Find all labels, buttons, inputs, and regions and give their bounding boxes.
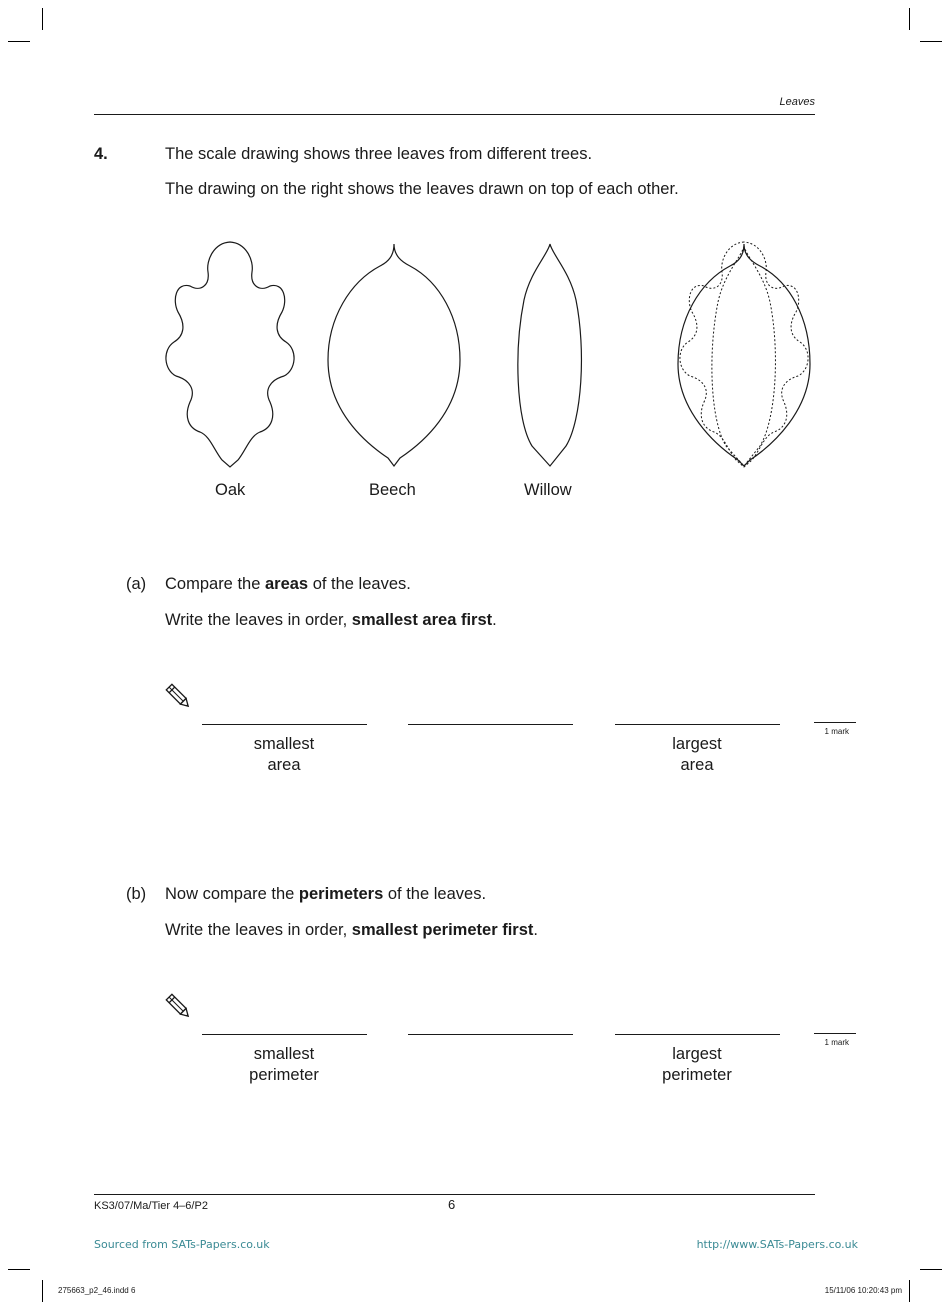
page-number: 6 bbox=[448, 1197, 456, 1212]
willow-label: Willow bbox=[524, 481, 572, 499]
section-title: Leaves bbox=[779, 96, 815, 108]
oak-leaf bbox=[166, 242, 294, 467]
mark-b: 1 mark bbox=[824, 1038, 849, 1047]
question-number: 4. bbox=[94, 145, 108, 163]
part-b-line-2: Write the leaves in order, smallest perimeter first. bbox=[165, 921, 538, 939]
oak-label: Oak bbox=[215, 481, 246, 499]
source-right-link[interactable]: http://www.SATs-Papers.co.uk bbox=[696, 1238, 858, 1251]
part-b-letter: (b) bbox=[126, 885, 147, 903]
willow-leaf bbox=[518, 244, 582, 466]
overlay-willow-leaf bbox=[712, 246, 776, 466]
crop-mark bbox=[42, 1280, 43, 1302]
leaves-figure bbox=[0, 0, 950, 520]
answer-line-middle-area[interactable] bbox=[408, 724, 573, 725]
overlay-beech-leaf bbox=[678, 244, 810, 466]
answer-line-largest-perimeter[interactable] bbox=[615, 1034, 780, 1035]
pencil-icon bbox=[165, 991, 193, 1023]
answer-line-smallest-perimeter[interactable] bbox=[202, 1034, 367, 1035]
footer-rule bbox=[94, 1194, 815, 1195]
crop-mark bbox=[8, 1269, 30, 1270]
part-a-letter: (a) bbox=[126, 575, 147, 593]
print-timestamp: 15/11/06 10:20:43 pm bbox=[824, 1286, 902, 1295]
part-b-line-1: Now compare the perimeters of the leaves. bbox=[165, 885, 487, 903]
question-line-1: The scale drawing shows three leaves from different trees. bbox=[165, 145, 593, 163]
mark-box-a bbox=[814, 722, 856, 735]
part-a-line-1: Compare the areas of the leaves. bbox=[165, 575, 411, 593]
crop-mark bbox=[920, 1269, 942, 1270]
paper-code: KS3/07/Ma/Tier 4–6/P2 bbox=[94, 1200, 208, 1212]
beech-leaf bbox=[328, 244, 460, 466]
largest-perimeter-label: largest perimeter bbox=[662, 1045, 732, 1084]
mark-box-b bbox=[814, 1033, 856, 1046]
file-name: 275663_p2_46.indd 6 bbox=[58, 1286, 136, 1295]
crop-mark bbox=[909, 1280, 910, 1302]
beech-label: Beech bbox=[369, 481, 416, 499]
question-line-2: The drawing on the right shows the leaves drawn on top of each other. bbox=[165, 180, 679, 198]
part-a-line-2: Write the leaves in order, smallest area first. bbox=[165, 611, 497, 629]
source-left: Sourced from SATs-Papers.co.uk bbox=[94, 1238, 270, 1251]
largest-area-label: largest area bbox=[672, 735, 722, 774]
overlay-oak-leaf bbox=[680, 242, 808, 467]
pencil-icon bbox=[165, 681, 193, 713]
answer-line-largest-area[interactable] bbox=[615, 724, 780, 725]
mark-a: 1 mark bbox=[824, 727, 849, 736]
smallest-area-label: smallest area bbox=[253, 735, 315, 774]
answer-line-middle-perimeter[interactable] bbox=[408, 1034, 573, 1035]
answer-line-smallest-area[interactable] bbox=[202, 724, 367, 725]
smallest-perimeter-label: smallest perimeter bbox=[249, 1045, 319, 1084]
